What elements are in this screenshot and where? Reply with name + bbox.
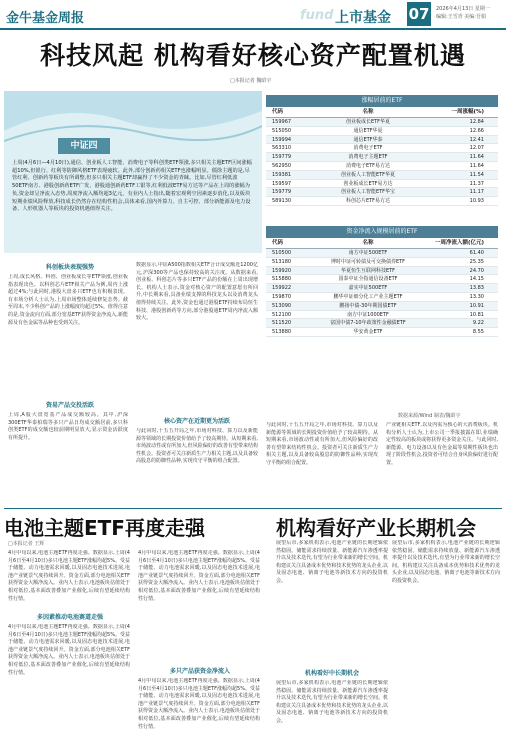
editor-line: 编辑:王雪青 美编:吾娟 xyxy=(436,14,486,20)
cell-name: 南方中证500ETF xyxy=(348,250,388,256)
cell-value: 11.64 xyxy=(469,154,484,161)
table2-body xyxy=(266,249,498,337)
cell-code: 159922 xyxy=(272,285,292,292)
cell-value: 10.91 xyxy=(469,302,484,309)
article3-col2: 展望后市,多家机构表示,电池产业链的长期逻辑依然稳固。储能需求持续放量、新能源汽车渗透率提升以及技术迭代,有望为行业带来新的增长空间。机构建议关注具备成本优势和技术优势的龙头企业,以及固态电池、钠离子电池等新技术方向的投资机会。 xyxy=(392,540,500,584)
abstract-wave-graphic xyxy=(4,91,262,151)
table-row xyxy=(266,136,498,145)
cell-code: 159779 xyxy=(272,189,292,196)
subhead-core-assets: 核心资产在近期更为活跃 xyxy=(163,418,230,425)
table-row xyxy=(266,311,498,320)
cell-value: 61.40 xyxy=(469,250,484,256)
col-change: 一周涨幅(%) xyxy=(451,109,484,115)
table-net-inflow xyxy=(266,226,498,337)
cell-name: 创业板人工智能ETF华夏 xyxy=(340,171,396,178)
cell-value: 13.83 xyxy=(469,285,484,292)
col-inflow: 一周净流入额(亿元) xyxy=(434,240,484,246)
col-name: 名称 xyxy=(362,240,374,246)
table-top-gainers xyxy=(266,95,498,206)
subhead-fund-inflow: 多只产品获资金净流入 xyxy=(169,668,230,675)
cell-name: 华夏恒生互联网科技ETF xyxy=(340,267,396,274)
cell-code: 513090 xyxy=(272,302,292,309)
guide-label: 中证四 xyxy=(58,138,110,154)
table1-header xyxy=(266,107,498,118)
article2-col1: 4月中旬以来,电池主题ETF再度走强。数据显示,上周(4月6日至4月10日)多只电池主题ETF涨幅均超5%。受益于储能、动力电池需求回暖,以及固态电池技术进展,电池产业链景气度持续回升。资金方面,部分电池相关ETF获得资金大额净流入。业内人士表示,电池板块估值处于相对低位,基本面改善叠加产业催化,后续有望延续结构性行情。 xyxy=(8,550,130,602)
cell-code: 513880 xyxy=(272,329,292,336)
cell-name: 富国中债7-10年政策性金融债ETF xyxy=(330,320,406,327)
table-row xyxy=(266,153,498,162)
cell-code: 159920 xyxy=(272,267,292,274)
column1-text: 上周,成长风格、科创、创业板成长等ETF领涨,创业板指表现出色。以科创芯片ETF相关产品为例,周内上涨超过4%;与此同时,港股大盘多只ETF也有积极表现。有市场分析人士认为,上周市场整体延续修复态势。截至周末,不少科创产品的上涨幅度均超过5%。值得注意的是,资金流向方面,部分宽基ETF获得资金净流入,新能源及有色金属等品种也受到关注。 xyxy=(8,274,128,326)
cell-name: 鹏华中证细分化工产业主题ETF xyxy=(333,293,403,300)
cell-name: 鹏扬中债-30年期国债ETF xyxy=(339,302,397,309)
table2-title: 资金净流入规模居前的ETF xyxy=(266,226,498,238)
cell-code: 159779 xyxy=(272,154,292,161)
issue-date: 2026年4月13日 星期一 xyxy=(436,6,490,12)
cell-value: 11.37 xyxy=(469,180,484,187)
cell-code: 159381 xyxy=(272,171,292,178)
headline-2: 电池主题ETF再度走强 xyxy=(4,516,205,540)
cell-code: 511520 xyxy=(272,320,292,327)
article3-col1: 展望后市,多家机构表示,电池产业链的长期逻辑依然稳固。储能需求持续放量、新能源汽车渗透率提升以及技术迭代,有望为行业带来新的增长空间。机构建议关注具备成本优势和技术优势的龙头企业,以及固态电池、钠离子电池等新技术方向的投资机会。 xyxy=(276,540,388,584)
cell-name: 博时中证可转债及可交换债券ETF xyxy=(330,258,406,265)
table-row xyxy=(266,144,498,153)
section-title: 上市基金 xyxy=(335,10,391,26)
page-header xyxy=(0,0,506,30)
article2-col1b: 4月中旬以来,电池主题ETF再度走强。数据显示,上周(4月6日至4月10日)多只电池主题ETF涨幅均超5%。受益于储能、动力电池需求回暖,以及固态电池技术进展,电池产业链景气度持续回升。资金方面,部分电池相关ETF获得资金大额净流入。业内人士表示,电池板块估值处于相对低位,基本面改善叠加产业催化,后续有望延续结构性行情。 xyxy=(8,624,130,676)
newspaper-brand: 金牛基金周报 xyxy=(6,11,85,26)
headline-1: 科技风起 机构看好核心资产配置机遇 xyxy=(40,41,466,70)
fund-label: fund xyxy=(300,8,334,23)
table-row xyxy=(266,319,498,328)
column4-text: 产业链相关ETF,以及内需为核心的大消费板块。机构分析人士认为,上市公司一季报披露在即,业绩确定性较高的板块或将获得更多资金关注。与此同时,新能源、电力设备以及有色金属等周期性板块也出现了阶段性机会,投资者可结合自身风险偏好进行配置。 xyxy=(386,422,498,466)
cell-name: 创业板成长ETF易方达 xyxy=(343,180,393,187)
cell-name: 消费电子ETF易方达 xyxy=(345,162,391,169)
column1b-text: 上周,A股大盘宽基产品成交额较高。其中,沪深300ETF华泰柏瑞等多只产品日均成交额居前,多只科创类ETF的成交额也较前期明显放大,显示资金活跃度有所提升。 xyxy=(8,412,128,441)
cell-value: 10.81 xyxy=(469,311,484,318)
cell-code: 159967 xyxy=(272,119,292,125)
cell-value: 24.70 xyxy=(469,267,484,274)
cell-name: 南方中证1000ETF xyxy=(347,311,389,318)
table-row xyxy=(266,275,498,284)
cell-code: 512100 xyxy=(272,311,292,318)
cell-code: 563310 xyxy=(272,145,292,152)
table-row xyxy=(266,188,498,197)
table-row xyxy=(266,171,498,180)
section-divider xyxy=(4,508,502,509)
cell-name: 通信ETF华夏 xyxy=(353,127,383,134)
cell-code: 562950 xyxy=(272,162,292,169)
cell-value: 11.17 xyxy=(469,189,484,196)
table1-body xyxy=(266,118,498,206)
cell-name: 创业板成长ETF华夏 xyxy=(345,119,391,125)
table-row xyxy=(266,197,498,206)
cell-value: 13.30 xyxy=(469,293,484,300)
byline-2: □本报记者 王辉 xyxy=(8,541,45,547)
headline-3: 机构看好产业长期机会 xyxy=(276,516,476,540)
cell-name: 科创芯片ETF易方达 xyxy=(345,198,391,205)
cell-name: 华安黄金ETF xyxy=(353,329,383,336)
cell-code: 159994 xyxy=(272,136,292,143)
article3-col1b: 展望后市,多家机构表示,电池产业链的长期逻辑依然稳固。储能需求持续放量、新能源汽车渗透率提升以及技术迭代,有望为行业带来新的增长空间。机构建议关注具备成本优势和技术优势的龙头企业,以及固态电池、钠离子电池等新技术方向的投资机会。 xyxy=(276,680,388,724)
col-code: 代码 xyxy=(272,240,284,246)
table-row xyxy=(266,180,498,189)
column2-text: 数据显示,中证A500指数相关ETF合计成交额近1200亿元,沪深300等产品也保持较高的关注度。从数据来看,创业板、科创芯片等多只ETF产品的份额在上周出现增长。机构人士表示,资金对核心资产的配置意愿有所回升,中长期来看,具备业绩支撑的科技龙头以及消费龙头值得持续关注。此外,资金也通过港股ETF持续布局恒生科技、港股创新药等方向,部分港股通ETF周内净流入额较大。 xyxy=(136,262,258,322)
cell-value: 12.84 xyxy=(469,119,484,125)
table-source: 数据来源/Wind 制表/魏昭宇 xyxy=(398,413,461,419)
page-number: 07 xyxy=(407,2,431,26)
table-row xyxy=(266,284,498,293)
subhead-tech-strong: 科创板块表现强势 xyxy=(45,264,94,271)
table-row xyxy=(266,118,498,127)
cell-code: 589130 xyxy=(272,198,292,205)
table-row xyxy=(266,249,498,258)
cell-value: 8.55 xyxy=(472,329,484,336)
table-row xyxy=(266,328,498,337)
cell-value: 14.15 xyxy=(469,276,484,283)
col-code: 代码 xyxy=(272,109,284,115)
header-info xyxy=(436,5,490,21)
cell-value: 10.93 xyxy=(469,198,484,205)
cell-code: 515050 xyxy=(272,127,292,134)
cell-code: 510500 xyxy=(272,250,292,256)
cell-value: 12.66 xyxy=(469,127,484,134)
guide-text: 上周(4月6日—4月10日),通信、创业板人工智能、消费电子等科创类ETF领涨,多只相关主题ETF区间涨幅超10%,但银行、红利等防御风格ETF表现疲软。此外,部分创新药相关ETF也涨幅明显。僵徐主题的是,尽管红利、创新药等板块有所调整,但多只相关主题ETF却赢得了不少资金的青睐。比如,尽管红利低波50ETF南方、港股创新药ETF广发、港股通创新药ETF工银等,红利低波ETF易方达等产品在上周的涨幅为负,资金却呈净流入态势,周度净流入额均超3亿元。有业内人士指出,随着宏观利空因素逐步消化,以及板块短期业绩风险释放,科技成长仍然存在结构性机会,具体来看,国内外算力、自主可控、部分新能源及电力设备、人形机器人等板块的投资机遇值得关注。 xyxy=(12,160,252,213)
cell-code: 159870 xyxy=(272,293,292,300)
table-row xyxy=(266,162,498,171)
table-row xyxy=(266,302,498,311)
cell-name: 通信ETF华泰 xyxy=(353,136,383,143)
cell-value: 12.07 xyxy=(469,145,484,152)
cell-value: 11.54 xyxy=(469,171,484,178)
column2b-text: 与此同时,十五五开局之年,市场对科技、算力以及新能源等领域的长期投资价值给予了较高期待。从短期来看,市场波动性或有所加大,但风险偏好的改善有望带来结构性机会。投资者可关注新质生产力相关主题,以及具备较高股息的防御性品种,实现攻守平衡的组合配置。 xyxy=(136,428,258,465)
cell-value: 25.35 xyxy=(469,258,484,265)
cell-name: 消费电子主题ETF xyxy=(348,154,388,161)
cell-name: 嘉实中证500ETF xyxy=(348,285,388,292)
article2-col2: 4月中旬以来,电池主题ETF再度走强。数据显示,上周(4月6日至4月10日)多只电池主题ETF涨幅均超5%。受益于储能、动力电池需求回暖,以及固态电池技术进展,电池产业链景气度持续回升。资金方面,部分电池相关ETF获得资金大额净流入。业内人士表示,电池板块估值处于相对低位,基本面改善叠加产业催化,后续有望延续结构性行情。 xyxy=(138,550,260,602)
cell-code: 515880 xyxy=(272,276,292,283)
cell-value: 11.64 xyxy=(469,162,484,169)
cell-code: 159597 xyxy=(272,180,292,187)
cell-value: 12.41 xyxy=(469,136,484,143)
article2-col2b: 4月中旬以来,电池主题ETF再度走强。数据显示,上周(4月6日至4月10日)多只电池主题ETF涨幅均超5%。受益于储能、动力电池需求回暖,以及固态电池技术进展,电池产业链景气度持续回升。资金方面,部分电池相关ETF获得资金大额净流入。业内人士表示,电池板块估值处于相对低位,基本面改善叠加产业催化,后续有望延续结构性行情。 xyxy=(138,678,260,730)
table-row xyxy=(266,267,498,276)
cell-name: 消费电子ETF xyxy=(353,145,383,152)
table2-header xyxy=(266,238,498,249)
cell-value: 9.22 xyxy=(472,320,484,327)
table-row xyxy=(266,258,498,267)
cell-code: 513180 xyxy=(272,258,292,265)
subhead-battery-drivers: 多因素推动电池赛道走强 xyxy=(36,614,103,621)
subhead-active-trading: 资易产品交投活跃 xyxy=(45,402,94,409)
col-name: 名称 xyxy=(362,109,374,115)
cell-name: 国泰中证全指通信设备ETF xyxy=(338,276,398,283)
table-row xyxy=(266,127,498,136)
byline-1: □本报记者 魏昭宇 xyxy=(230,78,272,84)
column3-text: 与此同时,十五五开局之年,市场对科技、算力以及新能源等领域的长期投资价值给予了较高期待。从短期来看,市场波动性或有所加大,但风险偏好的改善有望带来结构性机会。投资者可关注新质生产力相关主题,以及具备较高股息的防御性品种,实现攻守平衡的组合配置。 xyxy=(266,422,378,466)
table-row xyxy=(266,293,498,302)
table1-title: 涨幅居前的ETF xyxy=(266,95,498,107)
cell-name: 创业板人工智能ETF华宝 xyxy=(340,189,396,196)
subhead-long-term: 机构看好中长期机会 xyxy=(304,670,359,677)
